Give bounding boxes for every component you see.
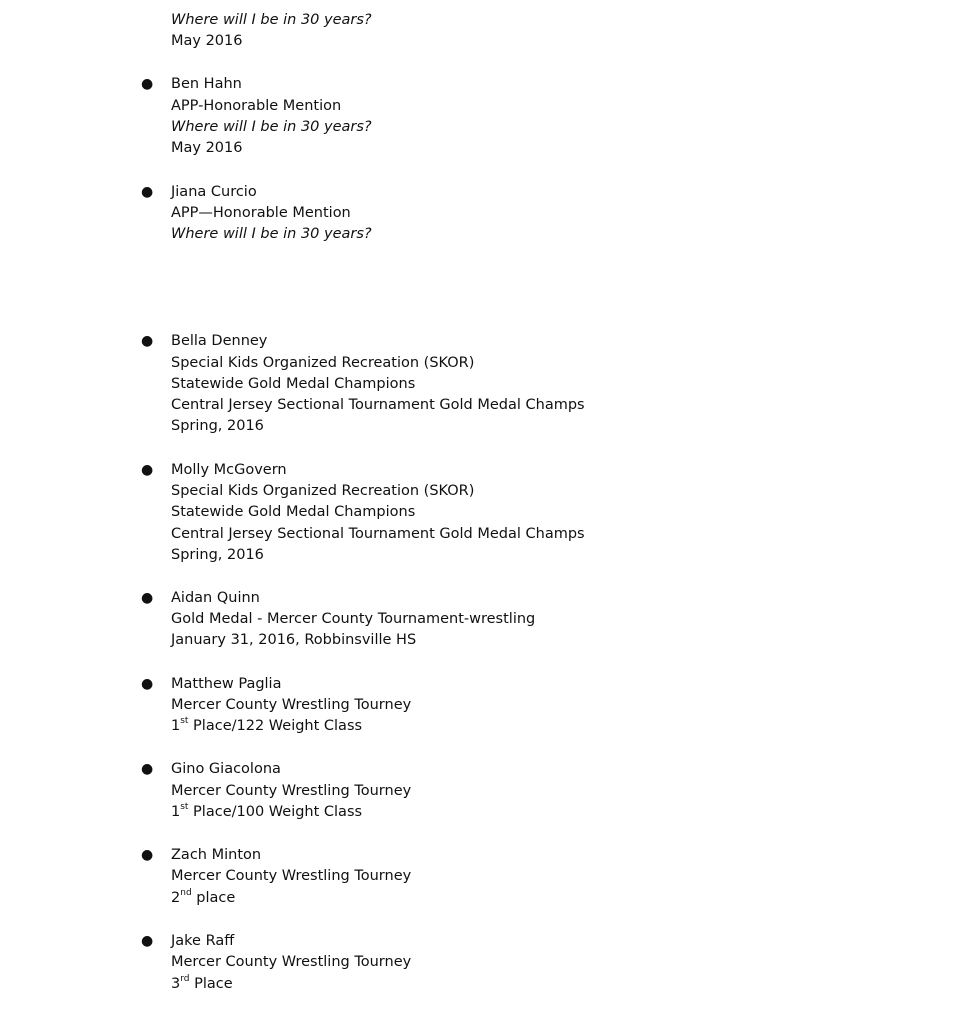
entry-name: Jake Raff	[171, 933, 235, 949]
entry-name: Zach Minton	[171, 847, 262, 863]
entry-line: Central Jersey Sectional Tournament Gold Medal Champs	[171, 397, 585, 413]
entry-name: Bella Denney	[171, 333, 268, 349]
entry-line: Gold Medal - Mercer County Tournament-wrestling	[171, 611, 536, 627]
entry-date: May 2016	[171, 140, 243, 156]
entry-line: Mercer County Wrestling Tourney	[171, 868, 412, 884]
entry-question: Where will I be in 30 years?	[171, 226, 372, 242]
entry-line: Special Kids Organized Recreation (SKOR)	[171, 355, 475, 371]
entry-question: Where will I be in 30 years?	[171, 119, 372, 135]
entry-name: Gino Giacolona	[171, 761, 281, 777]
bullet-icon: ●	[141, 933, 154, 949]
entry-line: Central Jersey Sectional Tournament Gold Medal Champs	[171, 526, 585, 542]
entry-award: APP-Honorable Mention	[171, 98, 342, 114]
entry-date: Spring, 2016	[171, 418, 264, 434]
entry-date: January 31, 2016, Robbinsville HS	[171, 632, 417, 648]
bullet-icon: ●	[141, 761, 154, 777]
entry-rank: 1st Place/100 Weight Class	[171, 802, 363, 820]
entry-name: Aidan Quinn	[171, 590, 260, 606]
entry-line: Mercer County Wrestling Tourney	[171, 783, 412, 799]
bullet-icon: ●	[141, 676, 154, 692]
entry-line: Statewide Gold Medal Champions	[171, 504, 416, 520]
entry-line: Mercer County Wrestling Tourney	[171, 697, 412, 713]
entry-line: Special Kids Organized Recreation (SKOR)	[171, 483, 475, 499]
bullet-icon: ●	[141, 462, 154, 478]
entry-rank: 3rd Place	[171, 974, 233, 992]
bullet-icon: ●	[141, 333, 154, 349]
entry-award: APP—Honorable Mention	[171, 205, 351, 221]
bullet-icon: ●	[141, 76, 154, 92]
entry-date: Spring, 2016	[171, 547, 264, 563]
entry-line: Statewide Gold Medal Champions	[171, 376, 416, 392]
intro-question: Where will I be in 30 years?	[171, 12, 372, 28]
entry-rank: 2nd place	[171, 888, 236, 906]
entry-name: Ben Hahn	[171, 76, 242, 92]
intro-date: May 2016	[171, 33, 243, 49]
entry-name: Molly McGovern	[171, 462, 287, 478]
bullet-icon: ●	[141, 184, 154, 200]
entry-name: Jiana Curcio	[171, 184, 257, 200]
entry-name: Matthew Paglia	[171, 676, 282, 692]
entry-line: Mercer County Wrestling Tourney	[171, 954, 412, 970]
bullet-icon: ●	[141, 590, 154, 606]
bullet-icon: ●	[141, 847, 154, 863]
entry-rank: 1st Place/122 Weight Class	[171, 716, 363, 734]
